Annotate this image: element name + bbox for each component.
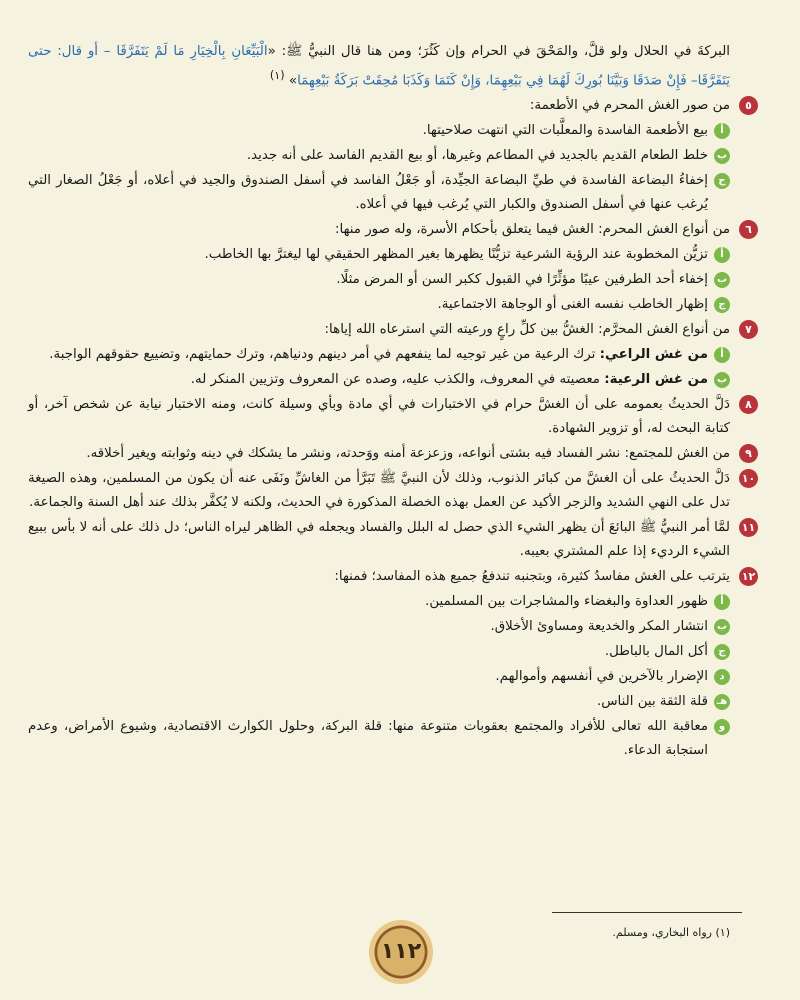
paragraph-number-badge: ٩ (739, 444, 758, 463)
paragraph-text: من أنواع الغش المحرم: الغش فيما يتعلق بأحكام الأسرة، وله صور منها: (334, 222, 730, 238)
paragraph-number-badge: ٥ (739, 96, 758, 115)
item-text: بيع الأطعمة الفاسدة والمعلَّبات التي انتهت صلاحيتها. (422, 123, 708, 139)
numbered-paragraph (28, 442, 752, 466)
item-heading: من غش الراعي: (599, 347, 708, 363)
list-letter-badge: و (714, 719, 730, 735)
list-letter-badge: أ (714, 347, 730, 363)
list-item (28, 343, 730, 367)
list-letter-badge: ج (714, 644, 730, 660)
list-item (28, 268, 730, 292)
paragraph-text: دَلَّ الحديثُ على أن الغشَّ من كبائر الذنوب، وذلك لأن النبيَّ ﷺ تَبَرَّأ من الغاشِّ ونَفَى عنه أن يكون من المسلمين، وهذه الصيغة تدل على النهي الشديد والزجر الأكيد عن العمل بهذه الخصلة المذكورة في الحديث، ولكنه لا يُكفَّر بذلك عند أهل السنة والجماعة. (28, 471, 730, 511)
paragraph-number-badge: ١١ (739, 518, 758, 537)
list-item (28, 590, 730, 614)
paragraph-text: يترتب على الغش مفاسدُ كثيرة، وبتجنبه تندفعُ جميع هذه المفاسد؛ فمنها: (334, 569, 730, 585)
numbered-paragraph (28, 516, 756, 564)
paragraph-number-badge: ٨ (739, 395, 758, 414)
list-letter-badge: ج (714, 297, 730, 313)
paragraph-number-badge: ٧ (739, 320, 758, 339)
item-text: إخفاء أحد الطرفين عيبًا مؤثِّرًا في القبول ككبر السن أو المرض مثلًا. (336, 272, 708, 288)
item-text: إخفاءُ البضاعة الفاسدة في طيِّ البضاعة الجيِّدة، أو جَعْلُ الفاسد في أسفل الصندوق والجيد في أعلاه، أو جَعْلُ الصغار التي يُرغب عنها في أسفل الصندوق والكبار التي يُرغب فيها في أعلاه. (28, 173, 708, 213)
item-text: معاقبة الله تعالى للأفراد والمجتمع بعقوبات متنوعة منها: قلة البركة، وحلول الكوارث الاقتصادية، وشيوع الأمراض، وعدم استجابة الدعاء. (28, 719, 708, 759)
list-letter-badge: ج (714, 173, 730, 189)
numbered-paragraph (28, 218, 752, 242)
list-letter-badge: أ (714, 123, 730, 139)
list-item (28, 368, 730, 392)
list-letter-badge: هـ (714, 694, 730, 710)
item-text: ترك الرعية من غير توجيه لما ينفعهم في أمر دينهم ودنياهم، وترك حمايتهم، وتضييع حقوقهم الواجبة. (49, 347, 600, 363)
item-text: إظهار الخاطب نفسه الغنى أو الوجاهة الاجتماعية. (437, 297, 708, 313)
list-item (28, 169, 730, 217)
list-item (28, 715, 730, 763)
item-text: انتشار المكر والخديعة ومساوئ الأخلاق. (490, 619, 708, 635)
item-text: ظهور العداوة والبغضاء والمشاجرات بين المسلمين. (425, 594, 708, 610)
item-text: تزيُّن المخطوبة عند الرؤية الشرعية تزيُّنًا يظهرها بغير المظهر الحقيقي لها ليغترَّ بها الخاطب. (204, 247, 708, 263)
hadith-quote: الْبَيِّعَانِ بِالْخِيَارِ مَا لَمْ يَتَفَرَّقَا – أو قال: حتى يَتَفَرَّقَا– فَإِنْ صَدَقَا وَبَيَّنَا بُورِكَ لَهُمَا فِي بَيْعِهِمَا، وَإِنْ كَتَمَا وَكَذَبَا مُحِقَتْ بَرَكَةُ بَيْعِهِمَا (28, 44, 730, 89)
item-text: خلط الطعام القديم بالجديد في المطاعم وغيرها، أو بيع القديم الفاسد على أنه جديد. (246, 148, 708, 164)
item-heading: من غش الرعية: (604, 372, 708, 388)
page-number-badge: ١١٢ (369, 920, 433, 984)
item-text: أكل المال بالباطل. (604, 644, 708, 660)
list-letter-badge: ب (714, 619, 730, 635)
footnote-ref: (١) (269, 69, 285, 82)
list-item (28, 615, 730, 639)
list-item (28, 665, 730, 689)
list-letter-badge: ب (714, 372, 730, 388)
numbered-paragraph (28, 318, 752, 342)
paragraph-number-badge: ١٢ (739, 567, 758, 586)
paragraph-number-badge: ٦ (739, 220, 758, 239)
paragraph-number-badge: ١٠ (739, 469, 758, 488)
item-text: الإضرار بالآخرين في أنفسهم وأموالهم. (495, 669, 708, 685)
list-item (28, 144, 730, 168)
numbered-paragraph (28, 565, 756, 589)
numbered-paragraph (28, 467, 756, 515)
list-letter-badge: أ (714, 247, 730, 263)
list-item (28, 119, 730, 143)
paragraph-text: من صور الغش المحرم في الأطعمة: (529, 98, 730, 114)
intro-text: البركةَ في الحلال ولو قلَّ، والمَحْقَ في الحرام وإن كَثُرَ؛ ومن هنا قال النبيُّ ﷺ: « (267, 44, 730, 59)
sections-list (28, 94, 756, 763)
footnote-divider (552, 912, 742, 913)
paragraph-text: دَلَّ الحديثُ بعمومه على أن الغشَّ حرام في الاختبارات في أي مادة وبأي وسيلة كانت، ومنه الاختبار نيابة عن شخص آخر، أو كتابة البحث له، أو تزوير الشهادة. (28, 397, 730, 437)
main-text (28, 40, 756, 763)
list-item (28, 640, 730, 664)
list-letter-badge: د (714, 669, 730, 685)
paragraph-text: لمَّا أمر النبيُّ ﷺ البائعَ أن يظهر الشيء الذي حصل له البلل والفساد ويجعله في الظاهر ليراه الناس؛ دل ذلك على أنه لا بأس ببيع الشيء الرديء إذا علم المشتري بعيبه. (28, 520, 730, 560)
footnote: (١) رواه البخاري، ومسلم. (612, 926, 730, 939)
list-item (28, 243, 730, 267)
intro-paragraph (28, 40, 730, 93)
list-item (28, 690, 730, 714)
paragraph-text: من الغش للمجتمع: نشر الفساد فيه بشتى أنواعه، وزعزعة أمنه ووَحدته، ونشر ما يشكك في دينه وثوابته ويغير أخلاقه. (86, 446, 730, 462)
quote-close: » (288, 73, 298, 89)
list-item (28, 293, 730, 317)
list-letter-badge: ب (714, 148, 730, 164)
list-letter-badge: أ (714, 594, 730, 610)
item-text: معصيته في المعروف، والكذب عليه، وصده عن المعروف وتزيين المنكر له. (190, 372, 605, 388)
numbered-paragraph (28, 393, 752, 441)
paragraph-text: من أنواع الغش المحرَّم: الغشُّ بين كلِّ راعٍ ورعيته التي استرعاه الله إياها: (324, 322, 730, 338)
numbered-paragraph (28, 94, 752, 118)
list-letter-badge: ب (714, 272, 730, 288)
item-text: قلة الثقة بين الناس. (596, 694, 708, 710)
